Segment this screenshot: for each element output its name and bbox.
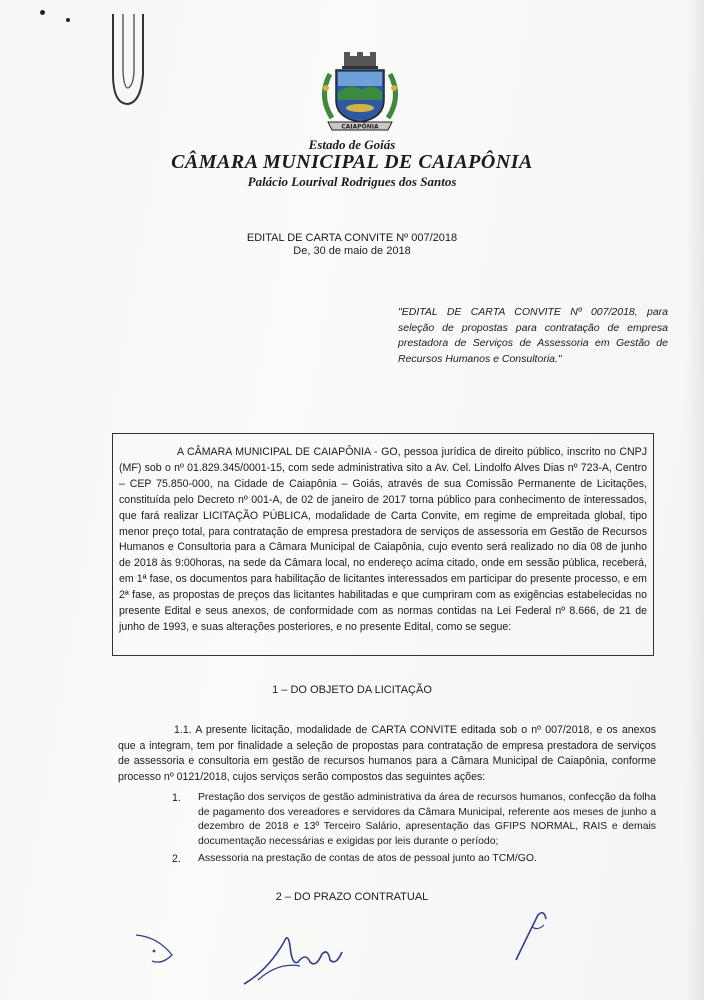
chamber-name: CÂMARA MUNICIPAL DE CAIAPÔNIA — [171, 151, 533, 173]
list-item-number: 1. — [172, 792, 181, 804]
section-1-title: 1 – DO OBJETO DA LICITAÇÃO — [272, 684, 432, 696]
list-item-number: 2. — [172, 853, 181, 865]
list-item-text: Prestação dos serviços de gestão administrativa da área de recursos humanos, confecção da folha de pagamento dos vereadores e servidores da Câmara Municipal, referente aos meses de junho a dezembro de 2018 e 13º Terceiro Salário, apresentação das GFIPS NORMAL, RAIS e demais documentação necessárias e exigidas por leis durante o período; — [198, 792, 656, 847]
handwritten-signature — [238, 922, 358, 992]
preamble-paragraph: A CÂMARA MUNICIPAL DE CAIAPÔNIA - GO, pessoa jurídica de direito público, inscrito no CNPJ (MF) sob o nº 01.829.345/0001-15, com sede administrativa sito a Av. Cel. Lindolfo Alves Dias nº 723-A, Centro – CEP 75.850-000, na Cidade de Caiapônia – Goiás, através de sua Comissão Permanente de Licitações, constituída pelo Decreto nº 001-A, de 02 de janeiro de 2017 torna público para conhecimento de interessados, que fará realizar LICITAÇÃO PÚBLICA, modalidade de Carta Convite, em regime de empreitada global, tipo menor preço total, para contratação de empresa prestadora de serviços de assessoria em Gestão de Recursos Humanos e Consultoria para a Câmara Municipal de Caiapônia, cujo evento será realizado no dia 08 de junho de 2018 às 9:00horas, na sede da Câmara local, no endereço acima citado, onde em sessão pública, receberá, em 1ª fase, os documentos para habilitação de licitantes interessados em participar do presente processo, e em 2ª fase, as propostas de preços das licitantes habilitadas e que cumpriram com as exigências estabelecidas no presente Edital e seus anexos, de conformidade com as normas contidas na Lei Federal nº 8.666, de 21 de junho de 1993, e suas alterações posteriores, e no presente Edital, como se segue: — [119, 446, 647, 633]
speck-mark — [40, 10, 45, 15]
edital-title: EDITAL DE CARTA CONVITE Nº 007/2018 — [246, 232, 458, 244]
speck-mark — [66, 18, 70, 22]
edital-date: De, 30 de maio de 2018 — [293, 245, 411, 257]
clause-1-1: 1.1. A presente licitação, modalidade de CARTA CONVITE editada sob o nº 007/2018, e os anexos que a integram, tem por finalidade a seleção de propostas para contratação de empresa prestadora de serviços de assessoria e consultoria em gestão de recursos humanos para a Câmara Municipal de Caiapônia, conforme processo nº 0121/2018, cujos serviços serão compostos das seguintes ações: — [118, 724, 656, 783]
emblem-ribbon-text: CAIAPÔNIA — [341, 123, 379, 131]
palace-name: Palácio Lourival Rodrigues dos Santos — [247, 174, 457, 189]
initials-mark-right — [508, 905, 568, 965]
list-item-text: Assessoria na prestação de contas de atos de pessoal junto ao TCM/GO. — [198, 853, 537, 864]
municipal-coat-of-arms — [316, 52, 404, 134]
section-2-title: 2 – DO PRAZO CONTRATUAL — [275, 891, 429, 903]
initials-mark-left — [128, 915, 198, 975]
state-name: Estado de Goiás — [308, 137, 396, 152]
staple-mark — [108, 12, 148, 107]
edital-summary-quote: "EDITAL DE CARTA CONVITE Nº 007/2018, para seleção de propostas para contratação de empresa prestadora de Serviços de Assessoria em Gestão de Recursos Humanos e Consultoria." — [398, 306, 668, 365]
